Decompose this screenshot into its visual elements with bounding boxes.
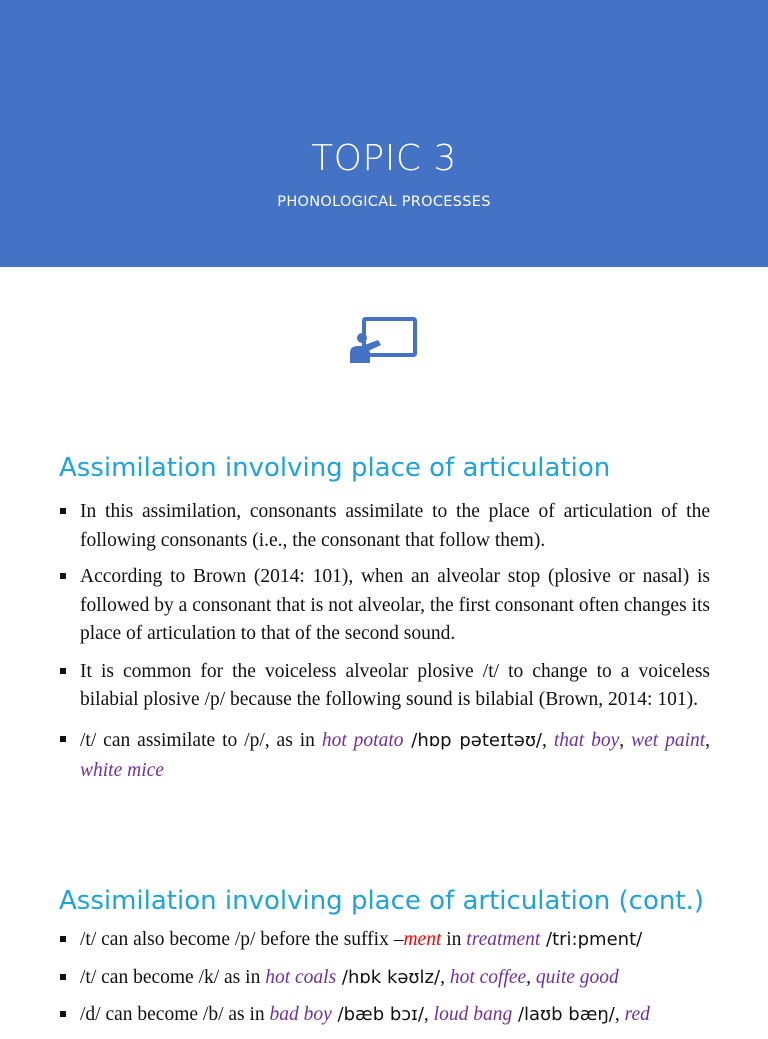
bullet-text: /t/ can assimilate to /p/, as in [80, 729, 322, 751]
teacher-at-board-icon [348, 316, 420, 364]
separator: , [423, 1004, 434, 1025]
bullet-item [0, 1001, 768, 1030]
ipa-transcription: /hɒk kəʊlz/ [336, 966, 441, 988]
ipa-transcription: /bæb bɔɪ/ [331, 1004, 424, 1025]
bullet-item: According to Brown (2014: 101), when an alveolar stop (plosive or nasal) is followed by a consonant that is not alveolar, the first consonant often changes its place of articulation to that of the second sound. [0, 563, 768, 649]
section-heading-place-of-articulation: Assimilation involving place of articulation [59, 453, 611, 483]
bullet-list-section2 [0, 926, 768, 1039]
slide-subtitle: PHONOLOGICAL PROCESSES [277, 194, 491, 210]
slide-title: TOPIC 3 [311, 138, 457, 179]
example-phrase: treatment [466, 929, 541, 950]
example-phrase: red [624, 1004, 650, 1025]
separator: , [705, 729, 711, 751]
bullet-item: In this assimilation, consonants assimilate to the place of articulation of the following consonants (i.e., the consonant that follow them). [0, 498, 768, 555]
example-phrase: white mice [80, 759, 164, 781]
example-phrase: wet paint [631, 729, 706, 751]
bullet-item: It is common for the voiceless alveolar plosive /t/ to change to a voiceless bilabial plosive /p/ because the following sound is bilabial (Brown, 2014: 101). [0, 658, 768, 715]
bullet-item [0, 926, 768, 955]
suffix-example: ment [403, 929, 442, 950]
section-heading-place-of-articulation-cont: Assimilation involving place of articulation (cont.) [59, 886, 704, 916]
ipa-transcription: /tri:pment/ [540, 929, 643, 950]
example-phrase: hot coals [265, 966, 337, 988]
bullet-text: in [441, 929, 467, 950]
bullet-text: /t/ can become /k/ as in [80, 966, 266, 988]
separator: , [440, 966, 450, 988]
example-phrase: hot coffee [449, 966, 527, 988]
bullet-item [0, 964, 768, 993]
separator: , [542, 729, 554, 751]
separator: , [614, 1004, 625, 1025]
bullet-item [0, 726, 768, 786]
example-phrase: bad boy [269, 1004, 332, 1025]
example-phrase: loud bang [433, 1004, 513, 1025]
bullet-text: /d/ can become /b/ as in [80, 1004, 270, 1025]
bullet-list-section1 [0, 498, 768, 786]
example-phrase: quite good [535, 966, 619, 988]
separator: , [526, 966, 536, 988]
title-banner [0, 0, 768, 267]
bullet-text: /t/ can also become /p/ before the suffix – [80, 929, 404, 950]
ipa-transcription: /laʊb bæŋ/ [512, 1004, 615, 1025]
ipa-transcription: /hɒp pəteɪtəʊ/ [403, 729, 543, 751]
example-phrase: hot potato [321, 729, 404, 751]
separator: , [619, 729, 632, 751]
example-phrase: that boy [553, 729, 620, 751]
